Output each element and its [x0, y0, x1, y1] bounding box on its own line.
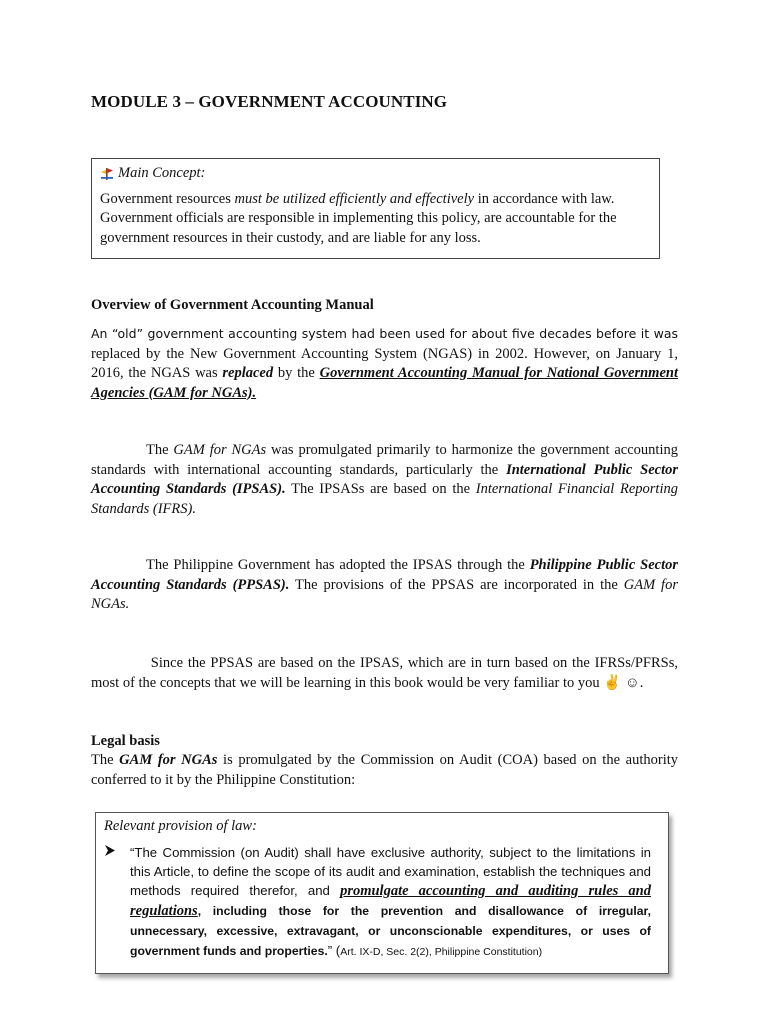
main-concept-label: Main Concept: — [118, 165, 206, 181]
page-title: MODULE 3 – GOVERNMENT ACCOUNTING — [91, 92, 448, 111]
legal-provision-box — [95, 812, 669, 974]
main-concept-text: Government resources must be utilized efficiently and effectively in accordance with law. Government officials are responsible in implementing this policy, are accountable for the government resources in their custody, and are liable for any loss. — [100, 190, 617, 246]
provision-label: Relevant provision of law: — [104, 818, 257, 834]
legal-basis-heading: Legal basis — [91, 733, 160, 749]
main-concept-box — [91, 158, 660, 259]
flag-icon — [100, 167, 114, 181]
provision-quote-text: “The Commission (on Audit) shall have exclusive authority, subject to the limitations in this Article, to define the scope of its audit and examination, establish the techniques and methods required therefor, and promulgate accounting and auditing rules and regulations, including those for the prevention and disallowance of irregular, unnecessary, excessive, extravagant, or unconscionable expenditures, or uses of government funds and properties.” (Art. IX-D, Sec. 2(2), Philippine Constitution) — [130, 845, 651, 958]
provision-quote — [104, 843, 660, 962]
arrow-bullet-icon — [104, 843, 130, 962]
main-concept-header — [100, 164, 651, 184]
overview-heading: Overview of Government Accounting Manual — [91, 297, 374, 313]
legal-basis-paragraph: The GAM for NGAs is promulgated by the Commission on Audit (COA) based on the authority conferred to it by the Philippine Constitution: — [91, 752, 678, 788]
overview-paragraph-1: An “old” government accounting system had been used for about five decades before it was replaced by the New Government Accounting System (NGAS) in 2002. However, on January 1, 2016, the NGAS was replaced by the Government Accounting Manual for National Government Agencies (GAM for NGAs). — [91, 326, 678, 401]
overview-paragraph-2: The GAM for NGAs was promulgated primarily to harmonize the government accounting standards with international accounting standards, particularly the International Public Sector Accounting Standards (IPSAS). The IPSASs are based on the International Financial Reporting Standards (IFRS). — [91, 442, 678, 517]
overview-paragraph-3: The Philippine Government has adopted the IPSAS through the Philippine Public Sector Accounting Standards (PPSAS). The provisions of the PPSAS are incorporated in the GAM for NGAs. — [91, 557, 678, 612]
overview-paragraph-4: Since the PPSAS are based on the IPSAS, which are in turn based on the IFRSs/PFRSs, most of the concepts that we will be learning in this book would be very familiar to you ✌ ☺. — [91, 655, 678, 691]
